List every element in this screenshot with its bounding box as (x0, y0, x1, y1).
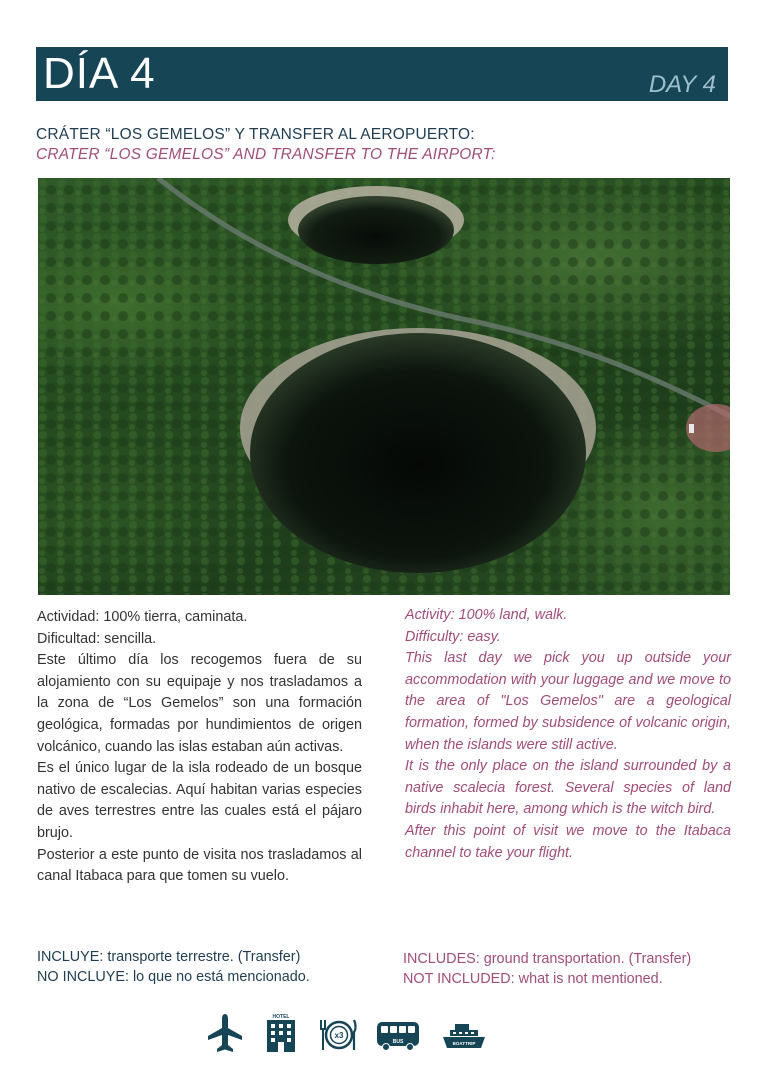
not-included-spanish: NO INCLUYE: lo que no está mencionado. (37, 968, 310, 985)
car-shape (689, 424, 694, 433)
activity-spanish: Actividad: 100% tierra, caminata. (37, 609, 248, 625)
crater-illustration (38, 178, 730, 595)
english-description (405, 605, 731, 864)
activity-english: Activity: 100% land, walk. (405, 607, 568, 623)
boat-icon-label: BOATTRIP (452, 1041, 476, 1046)
boat-icon (441, 1012, 487, 1054)
not-included-english: NOT INCLUDED: what is not mentioned. (403, 970, 663, 987)
day-header-bar (36, 47, 728, 101)
includes-english (403, 950, 743, 989)
meals-icon-label: x3 (334, 1031, 344, 1040)
hotel-icon (263, 1012, 299, 1054)
difficulty-english: Difficulty: easy. (405, 628, 501, 645)
bus-icon-label: BUS (392, 1039, 404, 1045)
airplane-icon (205, 1012, 245, 1054)
bus-icon (375, 1012, 421, 1054)
includes-spanish (37, 948, 377, 987)
crater-photo (38, 178, 730, 595)
paragraph-english-1: This last day we pick you up outside your accommodation with your luggage and we move to the area of "Los Gemelos" are a geological formation, formed by subsidence of volcanic origin, when the islands were still active. (405, 650, 731, 753)
paragraph-spanish-2: Es el único lugar de la isla rodeado de un bosque nativo de escalecias. Aquí habitan varias especies de aves terrestres entre las cuales está el pájaro brujo. (37, 760, 362, 841)
paragraph-english-3: After this point of visit we move to the Itabaca channel to take your flight. (405, 822, 731, 861)
paragraph-spanish-3: Posterior a este punto de visita nos trasladamos al canal Itabaca para que tomen su vuelo. (37, 846, 362, 885)
section-title-spanish: CRÁTER “LOS GEMELOS” Y TRANSFER AL AEROPUERTO: (36, 126, 475, 143)
paragraph-english-2: It is the only place on the island surrounded by a native scalecia forest. Several species of land birds inhabit here, among which is the witch bird. (405, 758, 731, 818)
day-title-english: DAY 4 (648, 71, 716, 98)
service-icons (205, 1012, 505, 1058)
spanish-description (37, 607, 362, 888)
included-english: INCLUDES: ground transportation. (Transfer) (403, 951, 692, 967)
day-title: DÍA 4 (43, 49, 156, 98)
paragraph-spanish-1: Este último día los recogemos fuera de su alojamiento con su equipaje y nos trasladamos a la zona de “Los Gemelos” son una formación geológica, formadas por hundimientos de origen volcánico, cuando las islas estaban aún activas. (37, 652, 362, 755)
included-spanish: INCLUYE: transporte terrestre. (Transfer) (37, 949, 301, 965)
hotel-icon-label: HOTEL (272, 1014, 290, 1020)
difficulty-spanish: Dificultad: sencilla. (37, 630, 157, 647)
meals-icon (317, 1012, 357, 1054)
section-title-english: CRATER “LOS GEMELOS” AND TRANSFER TO THE AIRPORT: (36, 146, 496, 163)
